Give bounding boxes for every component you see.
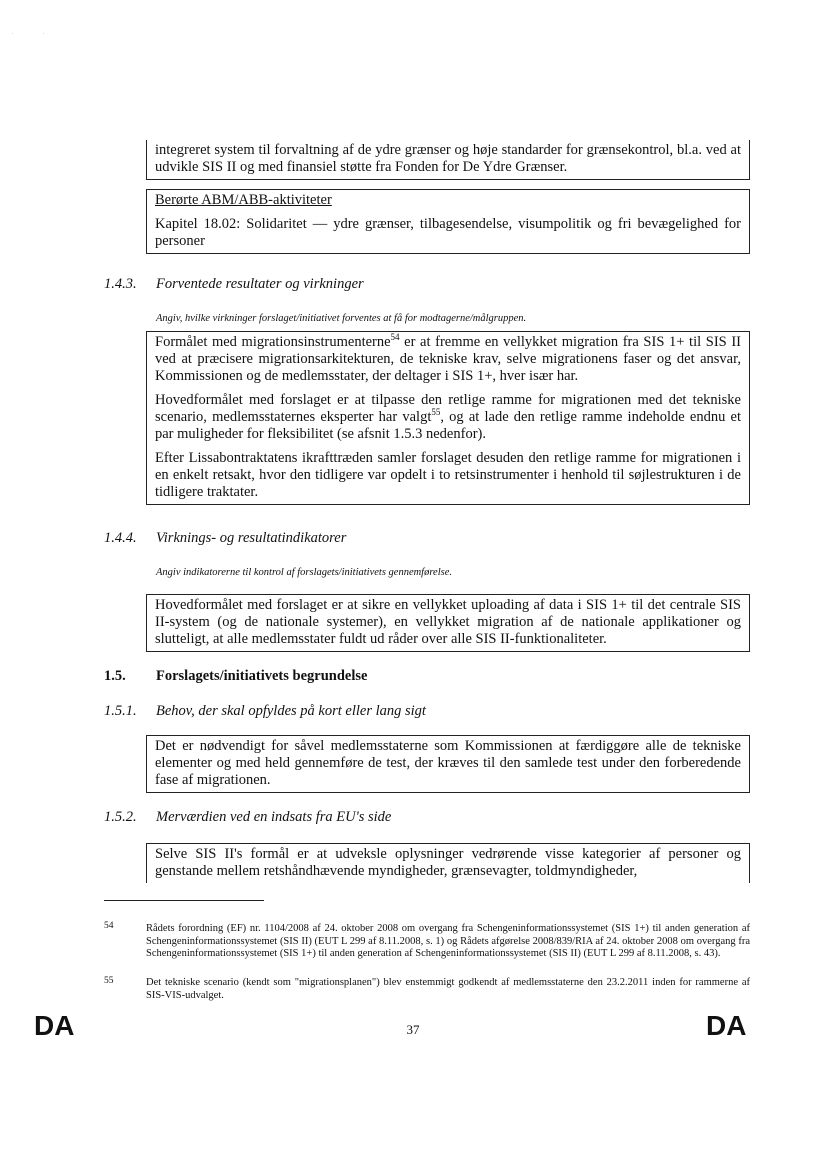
needs-text: Det er nødvendigt for såvel medlemsstaterne som Kommissionen at færdiggøre alle de tekniske elementer og med held gennemføre de test, der kræves til den samlede test under den forberedende fase af migrationen.	[155, 738, 741, 788]
section-number-1-5-1: 1.5.1.	[104, 703, 137, 719]
section-number-1-4-3: 1.4.3.	[104, 276, 137, 292]
expected-results-box	[146, 331, 750, 505]
instruction-1-4-4: Angiv indikatorerne til kontrol af forslagets/initiativets gennemførelse.	[156, 567, 452, 578]
expected-results-p2	[155, 392, 741, 443]
objective-continuation-box	[146, 140, 750, 180]
abm-activities-box	[146, 189, 750, 254]
section-number-1-5-2: 1.5.2.	[104, 809, 137, 825]
section-title-1-5-2: Merværdien ved en indsats fra EU's side	[156, 809, 392, 825]
footnote-separator	[104, 900, 264, 901]
scan-specks: . .	[12, 30, 59, 36]
language-code-left: DA	[34, 1010, 75, 1041]
abm-heading: Berørte ABM/ABB-aktiviteter	[155, 192, 332, 208]
section-title-1-4-3: Forventede resultater og virkninger	[156, 276, 364, 292]
p2-text-b: , og at lade den retlige ramme indeholde endnu et par muligheder for fleksibilitet (se afsnit 1.5.3 nedenfor).	[155, 409, 741, 442]
footnote-text-54: Rådets forordning (EF) nr. 1104/2008 af 24. oktober 2008 om overgang fra Schengeninformationssystemet (SIS 1+) til anden generation af Schengeninformationssystemet (SIS II) (EUT L 299 af 8.11.2008, s. 1) og Rådets afgørelse 2008/839/RIA af 24. oktober 2008 om overgang fra Schengeninformationssystemet (SIS 1+) til anden generation af Schengeninformationssystemet (SIS II) (EUT L 299 af 8.11.2008, s. 43).	[146, 923, 750, 959]
expected-results-p1	[155, 334, 741, 385]
section-number-1-4-4: 1.4.4.	[104, 530, 137, 546]
footnote-text-55: Det tekniske scenario (kendt som "migrationsplanen") blev enstemmigt godkendt af medlemsstaterne den 23.2.2011 inden for rammerne af SIS-VIS-udvalget.	[146, 977, 750, 1001]
p2-text-a: Hovedformålet med forslaget er at tilpasse den retlige ramme for migrationen med det tekniske scenario, medlemsstaternes eksperter har valgt	[155, 392, 741, 425]
footnote-number-54: 54	[104, 921, 114, 931]
added-value-text: Selve SIS II's formål er at udveksle oplysninger vedrørende visse kategorier af personer og genstande mellem retshåndhævende myndigheder, grænsevagter, toldmyndigheder,	[155, 846, 741, 879]
added-value-box	[146, 843, 750, 883]
needs-box	[146, 735, 750, 793]
page-number: 37	[406, 1022, 420, 1037]
language-code-right: DA	[706, 1010, 747, 1041]
section-title-1-5: Forslagets/initiativets begrundelse	[156, 668, 368, 684]
indicators-text: Hovedformålet med forslaget er at sikre en vellykket uploading af data i SIS 1+ til det centrale SIS II-system (og de nationale systemer), en vellykket migration af de nationale applikationer og slutteligt, at alle medlemsstater fuldt ud råder over alle SIS II-funktionaliteter.	[155, 597, 741, 647]
section-title-1-4-4: Virknings- og resultatindikatorer	[156, 530, 347, 546]
expected-results-p3: Efter Lissabontraktatens ikrafttræden samler forslaget desuden den retlige ramme for migrationen i en enkelt retsakt, hvor den tidligere var opdelt i to retsinstrumenter i henhold til søjlestrukturen i de tidligere traktater.	[155, 450, 741, 500]
footnote-ref-55[interactable]: 55	[431, 407, 441, 418]
objective-continuation-text: integreret system til forvaltning af de ydre grænser og høje standarder for grænsekontrol, bl.a. ved at udvikle SIS II og med finansiel støtte fra Fonden for De Ydre Grænser.	[155, 142, 741, 175]
footnote-number-55: 55	[104, 976, 114, 986]
section-title-1-5-1: Behov, der skal opfyldes på kort eller lang sigt	[156, 703, 426, 719]
section-number-1-5: 1.5.	[104, 668, 126, 684]
p1-text-a: Formålet med migrationsinstrumenterne	[155, 334, 391, 350]
indicators-box	[146, 594, 750, 652]
footnote-ref-54[interactable]: 54	[390, 332, 400, 343]
p1-text-b: er at fremme en vellykket migration fra SIS 1+ til SIS II ved at præcisere migrationsarkitekturen, de tekniske krav, selve migrationens faser og det ansvar, Kommissionen og de medlemsstater, der deltager i SIS 1+, hver især har.	[155, 334, 741, 384]
instruction-1-4-3: Angiv, hvilke virkninger forslaget/initiativet forventes at få for modtagerne/målgruppen.	[156, 313, 527, 324]
abm-text: Kapitel 18.02: Solidaritet — ydre grænser, tilbagesendelse, visumpolitik og fri bevægelighed for personer	[155, 216, 741, 249]
